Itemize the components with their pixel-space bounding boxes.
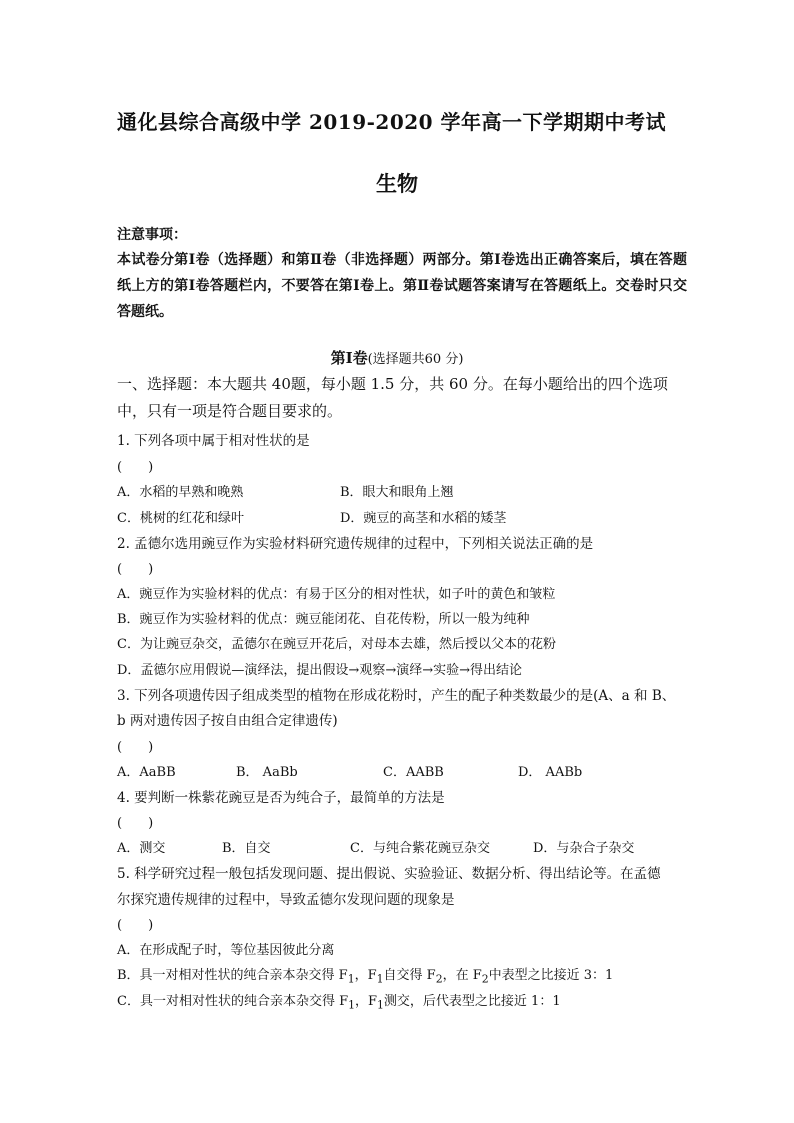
question-5-stem-line1: 5. 科学研究过程一般包括发现问题、提出假说、实验验证、数据分析、得出结论等。在孟德 (117, 866, 661, 882)
question-1-stem: 1. 下列各项中属于相对性状的是 (117, 433, 310, 449)
notice-heading: 注意事项： (117, 227, 187, 243)
question-4-option-b: B．自交 (222, 841, 271, 856)
question-5-option-a: A．在形成配子时，等位基因彼此分离 (117, 943, 335, 958)
question-2-option-c: C．为让豌豆杂交，孟德尔在豌豆开花后，对母本去雄，然后授以父本的花粉 (117, 637, 556, 652)
question-3-paren: ( ) (117, 740, 154, 755)
question-5-option-b (117, 964, 613, 986)
subscript-1: 1 (348, 998, 355, 1012)
question-1-option-b: B．眼大和眼角上翘 (340, 485, 454, 500)
question-1-option-c: C．桃树的红花和绿叶 (117, 511, 244, 526)
question-4-stem: 4. 要判断一株紫花豌豆是否为纯合子，最简单的方法是 (117, 790, 445, 806)
option-b-text-5: 中表型之比接近 3：1 (488, 968, 614, 983)
question-2-paren: ( ) (117, 562, 154, 577)
question-2-stem: 2. 孟德尔选用豌豆作为实验材料研究遗传规律的过程中，下列相关说法正确的是 (117, 536, 594, 552)
section-title (0, 347, 794, 368)
question-4-option-c: C．与纯合紫花豌豆杂交 (350, 841, 490, 856)
section-instructions: 一、选择题：本大题共 40题，每小题 1.5 分，共 60 分。在每小题给出的四个选项中，只有一项是符合题目要求的。 (117, 375, 668, 420)
question-5-stem-line2: 尔探究遗传规律的过程中，导致孟德尔发现问题的现象是 (117, 892, 455, 908)
question-2-option-b: B．豌豆作为实验材料的优点：豌豆能闭花、自花传粉，所以一般为纯种 (117, 612, 530, 627)
option-c-text-3: 测交，后代表型之比接近 1：1 (383, 994, 561, 1009)
subscript-1: 1 (376, 972, 384, 986)
option-b-text-2: ，F (354, 968, 377, 983)
question-3-stem-line1: 3. 下列各项遗传因子组成类型的植物在形成花粉时，产生的配子种类数最少的是(A、a 和 B、 (117, 688, 676, 704)
question-1-paren: ( ) (117, 460, 154, 475)
question-1-option-d: D．豌豆的高茎和水稻的矮茎 (340, 511, 507, 526)
notice-text: 本试卷分第Ⅰ卷（选择题）和第Ⅱ卷（非选择题）两部分。第Ⅰ卷选出正确答案后，填在答题纸上方的第Ⅰ卷答题栏内，不要答在第Ⅰ卷上。第Ⅱ卷试题答案请写在答题纸上。交卷时只交答题纸。 (117, 252, 687, 320)
question-3-option-d: D． AABb (518, 765, 583, 780)
section-note: (选择题共60 分) (367, 352, 464, 367)
option-b-text-3: 自交得 F (383, 968, 436, 983)
subject-title: 生物 (376, 171, 418, 196)
question-3-option-c: C．AABB (383, 765, 444, 780)
option-b-text-1: B．具一对相对性状的纯合亲本杂交得 F (117, 968, 348, 983)
question-2-option-a: A．豌豆作为实验材料的优点：有易于区分的相对性状，如子叶的黄色和皱粒 (117, 587, 556, 602)
question-2-option-d: D．孟德尔应用假说—演绎法，提出假设→观察→演绎→实验→得出结论 (117, 663, 522, 678)
option-b-text-4: ，在 F (442, 968, 482, 983)
question-4-option-d: D．与杂合子杂交 (533, 841, 635, 856)
subscript-1: 1 (347, 972, 355, 986)
subscript-1: 1 (377, 998, 384, 1012)
question-3-option-a: A．AaBB (117, 765, 176, 780)
option-c-text-2: ，F (355, 994, 378, 1009)
subscript-2: 2 (435, 972, 443, 986)
question-3-option-b: B． AaBb (236, 765, 298, 780)
subscript-2: 2 (481, 972, 489, 986)
exam-title: 通化县综合高级中学 2019-2020 学年高一下学期期中考试 (117, 110, 667, 134)
option-c-text-1: C．具一对相对性状的纯合亲本杂交得 F (117, 994, 349, 1009)
question-3-stem-line2: b 两对遗传因子按自由组合定律遗传) (117, 713, 338, 729)
question-5-paren: ( ) (117, 918, 154, 933)
question-4-paren: ( ) (117, 816, 154, 831)
section-name: 第Ⅰ卷 (330, 349, 368, 367)
question-4-option-a: A．测交 (117, 841, 166, 856)
question-1-option-a: A．水稻的早熟和晚熟 (117, 485, 244, 500)
question-5-option-c (117, 990, 561, 1012)
